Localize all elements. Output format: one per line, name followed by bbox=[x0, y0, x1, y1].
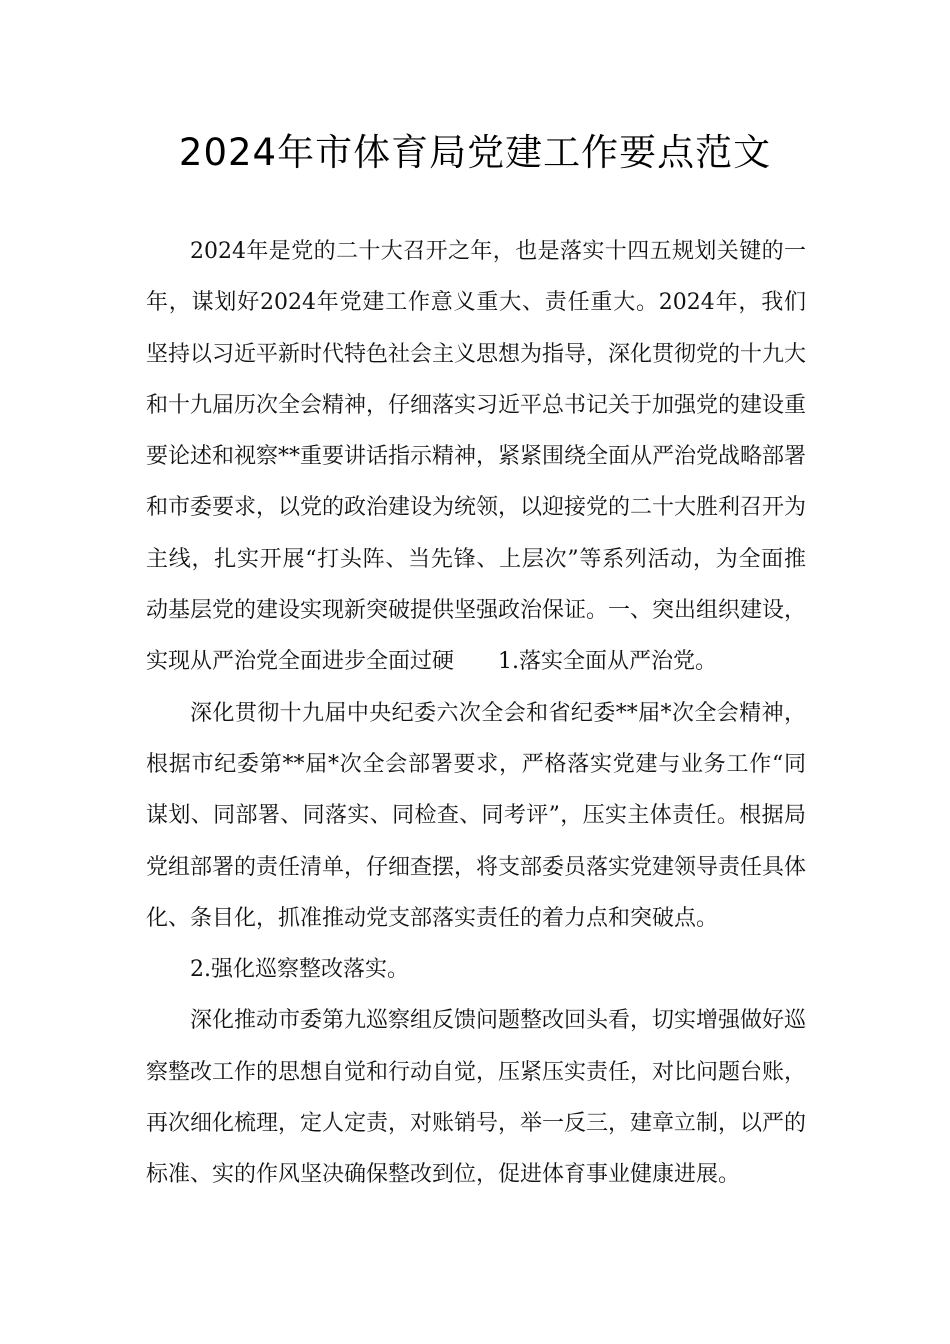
paragraph-strict-governance: 深化贯彻十九届中央纪委六次全会和省纪委**届*次全会精神，根据市纪委第**届*次全会部署要求，严格落实党建与业务工作“同谋划、同部署、同落实、同检查、同考评”，压实主体责任。根据局党组部署的责任清单，仔细查摆，将支部委员落实党建领导责任具体化、条目化，抓准推动党支部落实责任的着力点和突破点。 bbox=[146, 700, 807, 931]
paragraph-heading-inspection: 2.强化巡察整改落实。 bbox=[190, 957, 409, 983]
paragraph-intro: 2024年是党的二十大召开之年，也是落实十四五规划关键的一年，谋划好2024年党建工作意义重大、责任重大。2024年，我们坚持以习近平新时代特色社会主义思想为指导，深化贯彻党的十九大和十九届历次全会精神，仔细落实习近平总书记关于加强党的建设重要论述和视察**重要讲话指示精神，紧紧围绕全面从严治党战略部署和市委要求，以党的政治建设为统领，以迎接党的二十大胜利召开为主线，扎实开展“打头阵、当先锋、上层次”等系列活动，为全面推动基层党的建设实现新突破提供坚强政治保证。一、突出组织建设，实现从严治党全面进步全面过硬 1.落实全面从严治党。 bbox=[146, 239, 807, 675]
document-title: 2024年市体育局党建工作要点范文 bbox=[178, 131, 772, 174]
document-body bbox=[146, 226, 806, 1201]
paragraph-inspection-rectification: 深化推动市委第九巡察组反馈问题整改回头看，切实增强做好巡察整改工作的思想自觉和行动自觉，压紧压实责任，对比问题台账，再次细化梳理，定人定责，对账销号，举一反三，建章立制，以严的标准、实的作风坚决确保整改到位，促进体育事业健康进展。 bbox=[146, 1008, 807, 1188]
